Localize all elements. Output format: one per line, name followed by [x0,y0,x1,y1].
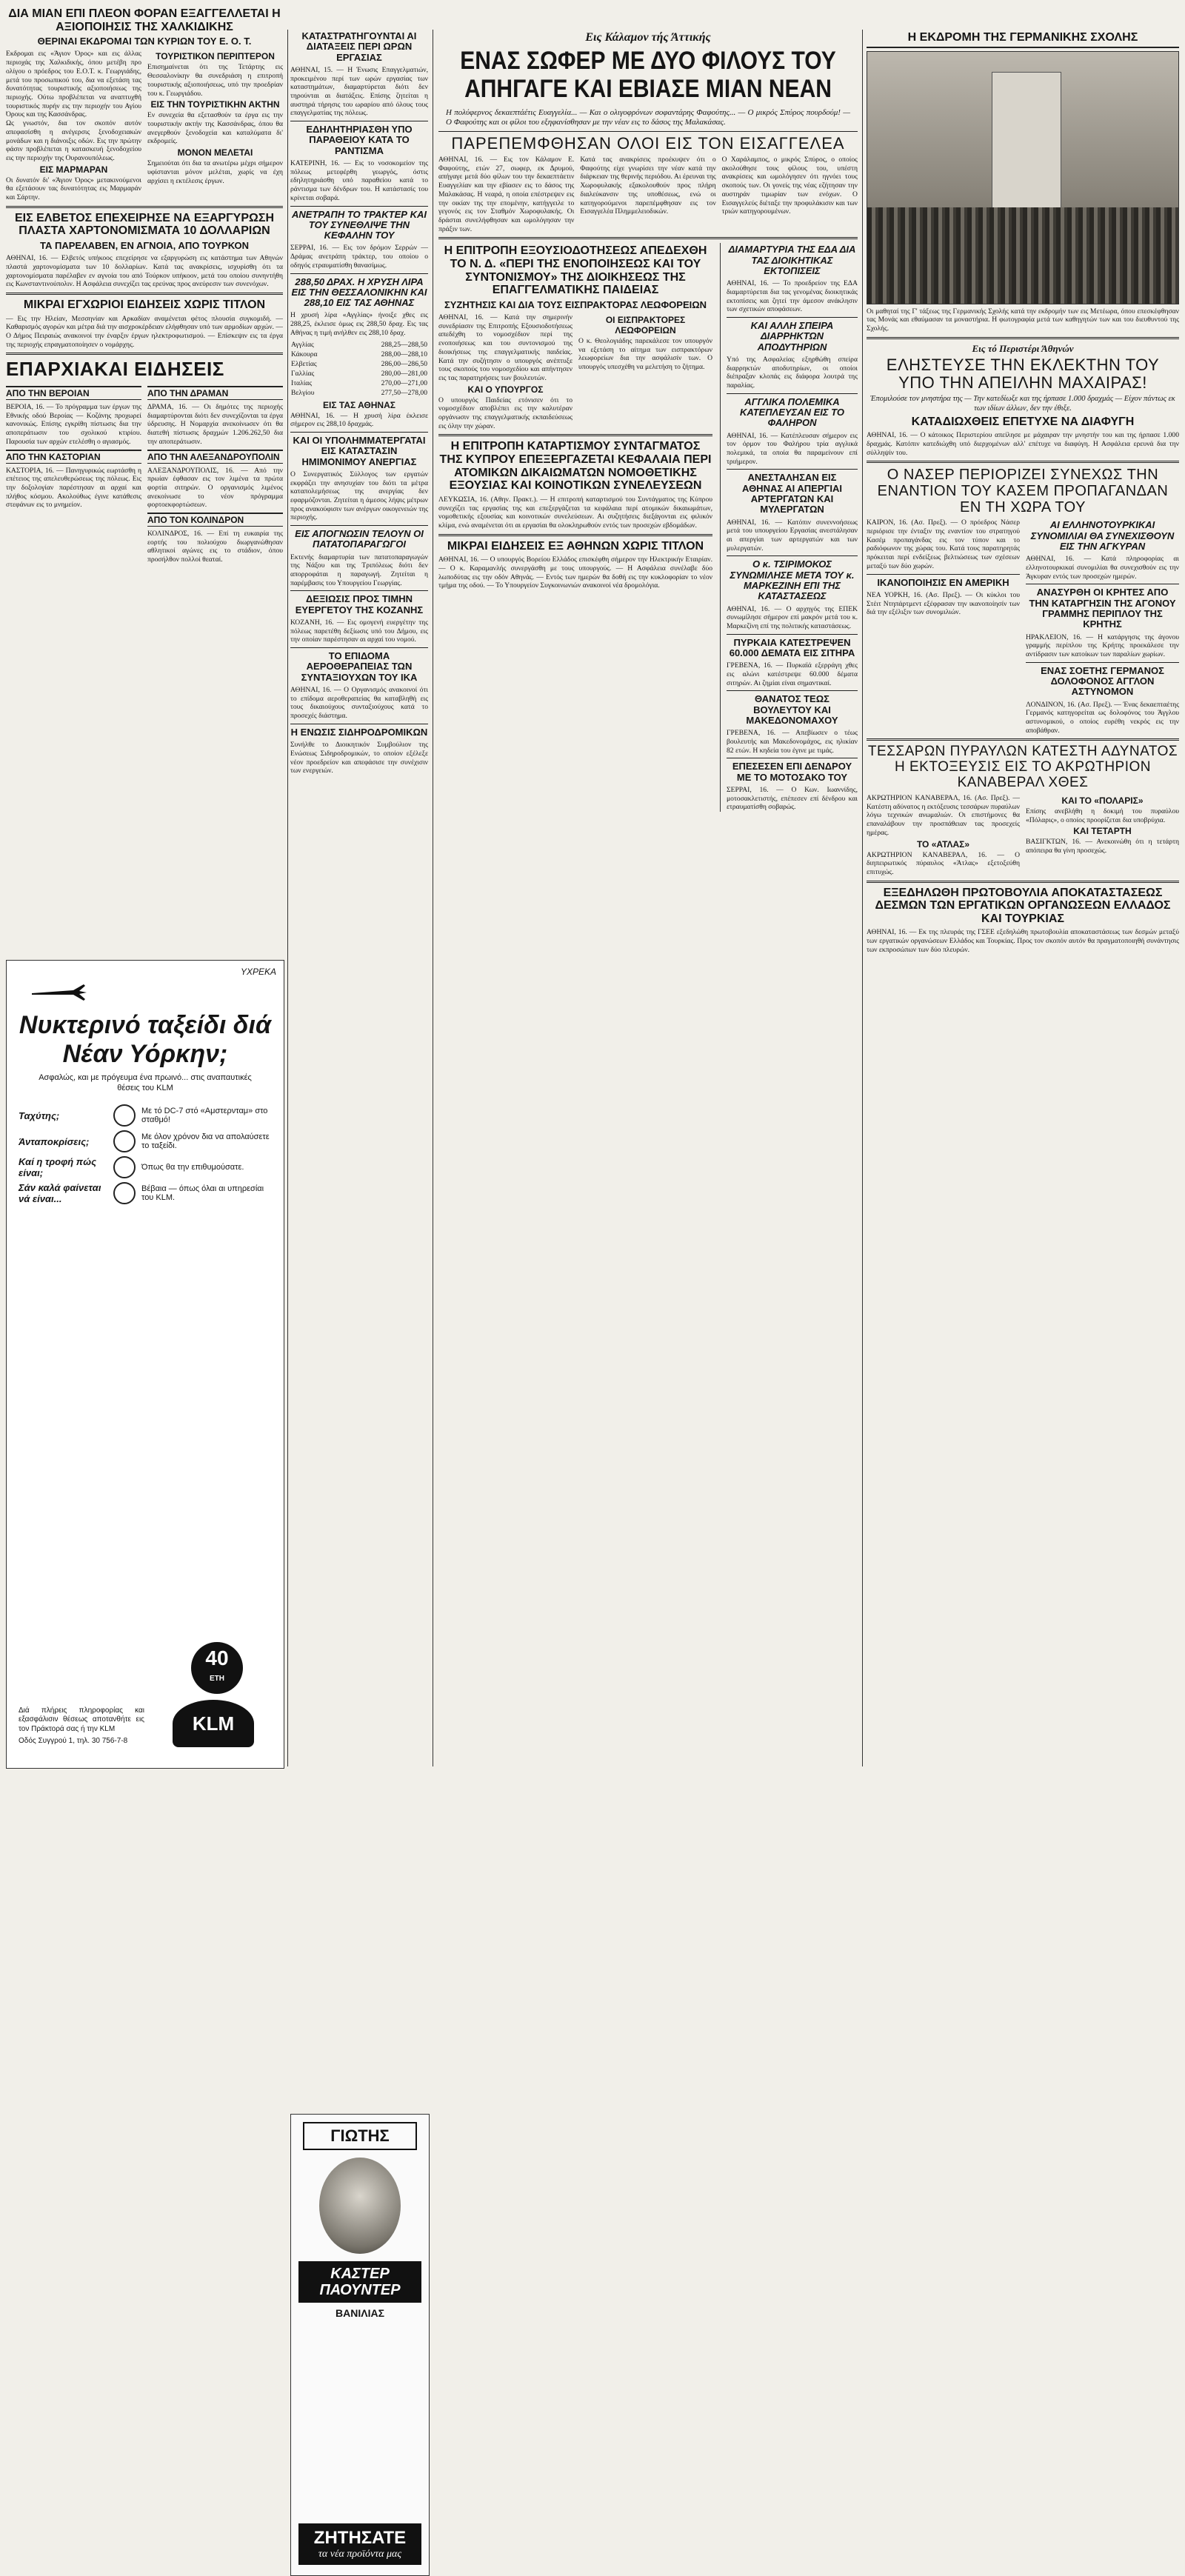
stewardess-face-icon [113,1130,136,1152]
ad-intro: Ασφαλώς, και με πρόγευμα ένα πρωινό... στις αναπαυτικές θέσεις του KLM [39,1073,252,1092]
headline-cyprus-constitution: Η ΕΠΙΤΡΟΠΗ ΚΑΤΑΡΤΙΣΜΟΥ ΣΥΝΤΑΓΜΑΤΟΣ ΤΗΣ ΚΥΠΡΟΥ ΕΠΕΞΕΡΓΑΖΕΤΑΙ ΚΕΦΑΛΑΙΑ ΠΕΡΙ ΑΤΟΜΙΚΩΝ ΔΙΚΑΙΩΜΑΤΩΝ ΝΟΜΟΘΕΤΙΚΗΣ ΕΞΟΥΣΙΑΣ ΚΑΙ ΚΟΙΝΟΤΙΚΩΝ ΣΥΝΕΛΕΥΣΕΩΝ [439,440,712,493]
article-text: Συνήλθε το Διοικητικόν Συμβούλιον της Ενώσεως Σιδηροδρομικών, το οποίον εξέλεξε νέον προεδρείον και απεφάσισε την συνέχισιν των ενεργειών. [290,741,428,775]
gold-rate-name: Ιταλίας [291,378,313,387]
subhead-eot: ΘΕΡΙΝΑΙ ΕΚΔΡΟΜΑΙ ΤΩΝ ΚΥΡΙΩΝ ΤΟΥ Ε. Ο. Τ. [37,36,252,47]
center-section [438,30,858,1766]
article-text: ΑΘΗΝΑΙ, 16. — Εκ της πλευράς της ΓΣΕΕ εξεδηλώθη πρωτοβουλία αποκαταστάσεως των δεσμών μεταξύ των εργατικών οργανώσεων Ελλάδος και Τουρκίας. Προς τον σκοπόν αυτόν θα πραγματοποιηθή συνάντησις των εκπροσώπων των δύο πλευρών. [867,928,1179,954]
gold-rate-value: 288,00—288,10 [381,350,427,358]
anniversary-years: 40 [205,1646,229,1669]
article-text: Επισημαίνεται ότι της Τετάρτης εις Θεσσαλονίκην θα συνεδριάση η επιτροπή τουριστικής αξιοποιήσεως, υπό την προεδρίαν του κ. Γεωργιάδου. [147,63,283,98]
headline-unemployment: ΚΑΙ ΟΙ ΥΠΟΛΗΜΜΑΤΕΡΓΑΤΑΙ ΕΙΣ ΚΑΤΑΣΤΑΣΙΝ ΗΜΙΜΟΝΙΜΟΥ ΑΝΕΡΓΙΑΣ [293,434,426,467]
gold-rate-name: Ελβετίας [291,359,317,368]
main-subheadline: ΠΑΡΕΠΕΜΦΘΗΣΑΝ ΟΛΟΙ ΕΙΣ ΤΟΝ ΕΙΣΑΓΓΕΛΕΑ [451,133,845,153]
subhead: ΤΟΥΡΙΣΤΙΚΟΝ ΠΕΡΙΠΤΕΡΟΝ [156,51,275,62]
subhead: ΕΙΣ ΤΗΝ ΤΟΥΡΙΣΤΙΚΗΝ ΑΚΤΗΝ [150,99,280,110]
article-text: Ο κ. Θεολογιάδης παρεκάλεσε τον υπουργόν να εξετάση το αίτημα των εισπρακτόρων λεωφορείων δια την ασφάλισίν των. Ο υπουργός υπεσχέθη να μελετήση το ζήτημα. [578,337,712,372]
stewardess-face-icon [113,1156,136,1178]
article-text: Ως γνωστόν, δια τον σκοπόν αυτόν απεφασίσθη η ανέγερσις ξενοδοχειακών μονάδων και η διάνοιξις οδών. Εις την πρώτην φάσιν προβλέπεται η κατασκευή ξενοδοχείου εις την περιοχήν της Ουρανουπόλεως. [6,119,141,162]
headline-tractor: ΑΝΕΤΡΑΠΗ ΤΟ ΤΡΑΚΤΕΡ ΚΑΙ ΤΟΥ ΣΥΝΕΘΛΙΨΕ ΤΗΝ ΚΕΦΑΛΗΝ ΤΟΥ [292,208,427,241]
gold-rate-row [290,378,428,388]
headline-provincial-news: ΕΠΑΡΧΙΑΚΑΙ ΕΙΔΗΣΕΙΣ [6,358,224,381]
klm-logo [173,1642,261,1753]
article-text: ΓΡΕΒΕΝΑ, 16. — Πυρκαϊά εξερράγη χθες εις αλώνι κατέστρεψε 60.000 δέματα σιτηρών. Αι ζημίαι είναι σημαντικαί. [727,661,858,687]
ad-answer: Βέβαια — όπως όλαι αι υπηρεσίαι του KLM. [141,1184,264,1202]
ad-question: Σάν καλά φαίνεται νά είναι... [19,1182,101,1204]
klm-crown-logo: KLM [173,1700,254,1747]
column-rule [862,30,863,1766]
article-text: ΑΛΕΞΑΝΔΡΟΥΠΟΛΙΣ, 16. — Από την πρωίαν έφθασαν εις τον λιμένα τα πρώτα φορτία σιτηρών. Ο οργανισμός λιμένος ανεκοίνωσε το νέον πρόγραμμα φορτοεκφορτώσεων. [147,466,283,510]
subhead: ΕΙΣ ΜΑΡΜΑΡΑΝ [39,164,108,175]
article-text: ΑΘΗΝΑΙ, 16. — Κατόπιν συνεννοήσεως μετά του υπουργείου Εργασίας ανεστάλησαν αι απεργίαι των αρτεργατών και των μυλεργατών. [727,518,858,553]
subhead-counterfeit: ΤΑ ΠΑΡΕΛΑΒΕΝ, ΕΝ ΑΓΝΟΙΑ, ΑΠΟ ΤΟΥΡΚΟΝ [39,239,250,251]
section-veroia: ΑΠΟ ΤΗΝ ΒΕΡΟΙΑΝ [6,386,141,400]
article-text: ΚΟΛΙΝΔΡΟΣ, 16. — Επί τη ευκαιρία της εορτής του πολιούχου διωργανώθησαν αθλητικοί αγώνες εις το στάδιον, όπου προσήλθον πολλοί θεαταί. [147,530,283,564]
left-column [6,6,283,880]
article-text: ΑΘΗΝΑΙ, 16. — Κατέπλευσαν σήμερον εις τον όρμον του Φαλήρου τρία αγγλικά πολεμικά, τα οποία θα παραμείνουν επί τριήμερον. [727,431,858,466]
article-text: Ο υπουργός Παιδείας ετόνισεν ότι το νομοσχέδιον αποβλέπει εις την καλυτέραν οργάνωσιν της επαγγελματικής εκπαιδεύσεως εις όλην την χώραν. [438,396,573,430]
headline-chalkidiki: ΔΙΑ ΜΙΑΝ ΕΠΙ ΠΛΕΟΝ ΦΟΡΑΝ ΕΞΑΓΓΕΛΛΕΤΑΙ Η ΑΞΙΟΠΟΙΗΣΙΣ ΤΗΣ ΧΑΛΚΙΔΙΚΗΣ [8,7,281,33]
headline-german-school-trip: Η ΕΚΔΡΟΜΗ ΤΗΣ ΓΕΡΜΑΝΙΚΗΣ ΣΧΟΛΗΣ [867,31,1179,48]
article-text: Οι δυνατόν δι' «Άγιον Όρος» μετακινούμενοι θα εξετάσουν τας δυνατότητας εις Μαρμαράν και Σάρτην. [6,176,141,202]
gold-rate-name: Κάκουρα [291,350,318,358]
headline-gold-sovereign: 288,50 ΔΡΑΧ. Η ΧΡΥΣΗ ΛΙΡΑ ΕΙΣ ΤΗΝ ΘΕΣΣΑΛΟΝΙΚΗΝ ΚΑΙ 288,10 ΕΙΣ ΤΑΣ ΑΘΗΝΑΣ [291,276,427,309]
headline-working-hours: ΚΑΤΑΣΤΡΑΤΗΓΟΥΝΤΑΙ ΑΙ ΔΙΑΤΑΞΕΙΣ ΠΕΡΙ ΩΡΩΝ ΕΡΓΑΣΙΑΣ [301,30,417,63]
article-text: ΛΕΥΚΩΣΙΑ, 16. (Αθην. Πρακτ.). — Η επιτροπή καταρτισμού του Συντάγματος της Κύπρου συνεχίζει τας εργασίας της και επεξεργάζεται τα κεφάλαια περί ατομικών δικαιωμάτων, νομοθετικής εξουσίας και κοινοτικών συνελεύσεων. Αι συζητήσεις διεξάγονται εις φιλικόν κλίμα, ενώ αναμένεται ότι αι εργασίαι θα ολοκληρωθούν εντός των προσεχών εβδομάδων. [438,495,712,530]
article-text: ΑΚΡΩΤΗΡΙΟΝ ΚΑΝΑΒΕΡΑΛ, 16. (Ασ. Πρεξ). — Κατέστη αδύνατος η εκτόξευσις τεσσάρων πυραύλων λόγω τεχνικών ανωμαλιών. Οι επιστήμονες θα επαναλάβουν την προσπάθειαν τας προσεχείς ημέρας. [867,794,1020,837]
stewardess-face-icon [113,1104,136,1127]
headline-vocational-education: Η ΕΠΙΤΡΟΠΗ ΕΞΟΥΣΙΟΔΟΤΗΣΕΩΣ ΑΠΕΔΕΧΘΗ ΤΟ Ν. Δ. «ΠΕΡΙ ΤΗΣ ΕΝΟΠΟΙΗΣΕΩΣ ΚΑΙ ΤΟΥ ΣΥΝΤΟΝΙΣΜΟΥ» ΤΗΣ ΔΙΟΙΚΗΣΕΩΣ ΤΗΣ ΕΠΑΓΓΕΛΜΑΤΙΚΗΣ ΠΑΙΔΕΙΑΣ [444,244,707,297]
headline-greek-turkish-talks: ΑΙ ΕΛΛΗΝΟΤΟΥΡΚΙΚΑΙ ΣΥΝΟΜΙΛΙΑΙ ΘΑ ΣΥΝΕΧΙΣΘΟΥΝ ΕΙΣ ΤΗΝ ΑΓΚΥΡΑΝ [1030,519,1175,552]
headline-railway-union: Η ΕΝΩΣΙΣ ΣΙΔΗΡΟΔΡΟΜΙΚΩΝ [290,726,428,738]
subhead: ΟΙ ΕΙΣΠΡΑΚΤΟΡΕΣ ΛΕΩΦΟΡΕΙΩΝ [605,315,686,336]
child-portrait-image [319,2158,401,2254]
german-school-photo [867,51,1179,304]
section-alexandroupolis: ΑΠΟ ΤΗΝ ΑΛΕΞΑΝΔΡΟΥΠΟΛΙΝ [147,450,283,464]
article-text: ΚΟΖΑΝΗ, 16. — Εις ομογενή ευεργέτην της πόλεως παρετέθη δεξίωσις υπό του Δήμου, εις την οποίαν παρέστησαν αι αρχαί του νομού. [290,618,428,644]
article-text: ΑΘΗΝΑΙ, 16. — Η χρυσή λίρα έκλεισε σήμερον εις 288,10 δραχμάς. [290,411,428,429]
gold-rate-value: 288,25—288,50 [381,340,427,349]
subhead: ΚΑΙ ΤΟ «ΠΟΛΑΡΙΣ» [1061,795,1144,807]
article-text: Εκδρομαι εις «Άγιον Όρος» και εις άλλας περιοχάς της Χαλκιδικής, όπου μετέβη προ ολίγου ο πρόεδρος του Ε.Ο.Τ. κ. Γεωργιάδης, μετά του προσωπικού του, δια να εξετάση τας δυνατότητας τουριστικής αξιοποιήσεως της περιοχής. Ούτω προβλέπεται να αναπτυχθή τουριστικός πυρήν εις την περιοχήν του Αγίου Όρους και της Κασσάνδρας. [6,50,141,119]
gold-rate-row [290,340,428,350]
gold-rate-name: Γαλλίας [291,369,315,378]
headline-fire-bales: ΠΥΡΚΑΙΑ ΚΑΤΕΣΤΡΕΨΕΝ 60.000 ΔΕΜΑΤΑ ΕΙΣ ΣΙΤΗΡΑ [729,636,855,659]
gold-rate-row [290,388,428,398]
article-text: ΑΘΗΝΑΙ, 16. — Εις τον Κάλαμον Ε. Φαφούτης, ετών 27, σωφερ, εκ Δρυμού, απήγαγε μετά δύο φίλων του την δεκαεπτάετιν Ευαγγελίαν και την εβίασεν εις το δάσος της Μαλακάσας. Η νεαρά, η οποία επέστρεψεν εις την οικίαν της την επομένην, κατήγγειλε το γεγονός εις τον Σταθμόν Χωροφυλακής. Οι δράσται συνελήφθησαν και ωμολόγησαν την πράξιν των. [438,156,575,233]
article-text: ΑΘΗΝΑΙ, 16. — Κατά πληροφορίας αι ελληνοτουρκικαί συνομιλίαι θα συνεχισθούν εις την Άγκυραν εντός των προσεχών ημερών. [1026,555,1179,581]
second-column [290,30,428,1296]
headline-crete-ferry: ΑΝΑΣΥΡΘΗ ΟΙ ΚΡΗΤΕΣ ΑΠΟ ΤΗΝ ΚΑΤΑΡΓΗΣΙΝ ΤΗΣ ΑΓΟΝΟΥ ΓΡΑΜΜΗΣ ΠΕΡΙΠΛΟΥ ΤΗΣ ΚΡΗΤΗΣ [1029,587,1176,630]
gold-rate-name: Αγγλίας [291,340,314,349]
ad-question-row [19,1104,272,1127]
headline-cape-canaveral: ΤΕΣΣΑΡΩΝ ΠΥΡΑΥΛΩΝ ΚΑΤΕΣΤΗ ΑΔΥΝΑΤΟΣ Η ΕΚΤΟΞΕΥΣΙΣ ΕΙΣ ΤΟ ΑΚΡΩΤΗΡΙΟΝ ΚΑΝΑΒΕΡΑΛ ΧΘΕΣ [867,744,1178,791]
article-text: Ο Χαράλαμπος, ο μικρός Σπύρος, ο οποίος ακολούθησε τους φίλους του, υπέστη ανακρίσεις και ωμολόγησεν ότι ηγνόει τους σκοπούς των. Οι γονείς της νέας εζήτησαν την αυστηράν τιμωρίαν των ενόχων. Ο Εισαγγελεύς διέταξε την προφυλάκισιν και των τριών κατηγορουμένων. [721,156,858,216]
ad-question: Άνταποκρίσεις; [19,1135,90,1147]
gold-rate-name: Βελγίου [291,388,315,397]
article-text: ΑΘΗΝΑΙ, 16. — Ο Οργανισμός ανακοινοί ότι το επίδομα αεροθεραπείας θα καταβληθή εις τους δικαιούχους συνταξιούχους κατά το προσεχές διάστημα. [290,686,428,721]
article-text: Κατά τας ανακρίσεις προέκυψεν ότι ο Φαφούτης είχε γνωρίσει την νέαν κατά την διάρκειαν της θερινής περιόδου. Αι έρευναι της Χωροφυλακής εξακολουθούν προς πλήρη διαλεύκανσιν της υποθέσεως, ενώ οι κατηγορούμενοι παρεπέμφθησαν εις τον Εισαγγελέα Πλημμελειοδικών. [580,156,716,216]
article-text: Η χρυσή λίρα «Αγγλίας» ήνοιξε χθες εις 288,25, έκλεισε όμως εις 288,50 δραχ. Εις τας Αθήνας η τιμή ανήλθεν εις 288,10 δραχ. [290,311,428,337]
article-text: — Εις την Ηλείαν, Μεσσηνίαν και Αρκαδίαν αναμένεται φέτος πλουσία συγκομιδή. — Καθαρισμός αγορών και μέτρα διά την αισχροκέρδειαν ελήφθησαν υπό των αρμοδίων αρχών. — Ο Δήμος Πειραιώς ανακοινοί την έναρξιν έργων ηλεκτροφωτισμού. — Επίσκεψιν εις τα έργα της περιοχής επραγματοποίησεν ο νομάρχης. [6,314,283,349]
gold-rate-value: 270,00—271,00 [381,378,427,387]
stewardess-face-icon [113,1182,136,1204]
article-text: ΛΟΝΔΙΝΟΝ, 16. (Ασ. Πρεξ). — Ένας δεκαεπταέτης Γερμανός κατηγορείται ως δολοφόνος του Άγγλου αστυνομικού, ο οποίος ευρέθη νεκρός εις την αποβάθραν. [1026,700,1179,735]
ad-answer: Με όλον χρόνον δια να απολαύσετε το ταξείδι. [141,1132,270,1150]
headline-kozani-benefactor: ΔΕΞΙΩΣΙΣ ΠΡΟΣ ΤΙΜΗΝ ΕΥΕΡΓΕΤΟΥ ΤΗΣ ΚΟΖΑΝΗΣ [295,593,424,615]
ad-question-row [19,1182,272,1204]
custard-powder-advertisement [290,2114,430,2576]
ad-question: Ταχύτης; [19,1110,60,1121]
gold-rate-row [290,359,428,369]
article-text: ΔΡΑΜΑ, 16. — Οι δημότες της περιοχής διαμαρτύρονται διότι δεν συνεχίζονται τα έργα ύδρευσης. Η Νομαρχία ανεκοίνωσεν ότι θα διατεθή πίστωσις δραχμών 1.206.262,50 δια την αποπεράτωσιν. [147,403,283,446]
article-text: Υπό της Ασφαλείας εξηρθώθη σπείρα διαρρηκτών αποδυτηρίων, οι οποίοι διέπραξαν κλοπάς εις διάφορα λουτρά της παραλίας. [727,355,858,390]
article-text: ΚΑΣΤΟΡΙΑ, 16. — Πανηγυρικώς εωρτάσθη η επέτειος της απελευθερώσεως της πόλεως. Εις την δοξολογίαν παρέστησαν αι αρχαί και πλήθος κόσμου. Ακολούθως έγινε κατάθεσις στεφάνων εις το μνημείον. [6,466,141,510]
article-text: ΚΑΤΕΡΙΝΗ, 16. — Εις το νοσοκομείον της πόλεως μετεφέρθη γεωργός, όστις εδηλητηριάσθη υπό παραθείου κατά το ράντισμα των δένδρων του. Η κατάστασίς του κρίνεται σοβαρά. [290,159,428,202]
headline-burglar-ring: ΚΑΙ ΑΛΛΗ ΣΠΕΙΡΑ ΔΙΑΡΡΗΚΤΩΝ ΑΠΟΔΥΤΗΡΙΩΝ [750,320,834,353]
section-kolindros: ΑΠΟ ΤΟΝ ΚΟΛΙΝΔΡΟΝ [147,513,283,527]
subhead: ΕΙΣ ΤΑΣ ΑΘΗΝΑΣ [323,399,395,410]
klm-advertisement [6,960,284,1769]
photo-caption: Οι μαθηταί της Γ' τάξεως της Γερμανικής Σχολής κατά την εκδρομήν των εις Μετέωρα, όπου επεσκέφθησαν τας Μονάς και εθαύμασαν τα μοναστήρια. Η φωτογραφία μετά των καθηγητών των και του διευθυντού της Σχολής. [867,307,1179,333]
article-text: ΑΘΗΝΑΙ, 16. — Ελβετός υπήκοος επεχείρησε να εξαργυρώση εις κατάστημα των Αθηνών πλαστά χαρτονομίσματα των 10 δολλαρίων. Κατά τας ανακρίσεις, ισχυρίσθη ότι τα χαρτονομίσματα παρέλαβεν εν αγνοία του από Τούρκον υπήκοον, μετά του οποίου συνηντήθη εις Κωνσταντινούπολιν. Η Ασφάλεια συνεχίζει τας ερεύνας προς ανεύρεσιν των συνενόχων. [6,254,283,289]
article-text: ΑΘΗΝΑΙ, 16. — Ο υπουργός Βορείου Ελλάδος επισκέφθη σήμερον την Ηλεκτρικήν Εταιρίαν. — Ο κ. Καραμανλής συνεργάσθη με τους υπουργούς. — Η Ασφάλεια συνέλαβε δύο λωποδύτας εις την οδόν Αθηνάς. — Εντός των ημερών θα δοθή εις την κυκλοφορίαν το νέον τμήμα της οδού. — Το Υπουργείον Συγκοινωνιών ανακοινοί νέα δρομολόγια. [438,555,712,590]
article-text: ΚΑΙΡΟΝ, 16. (Ασ. Πρεξ). — Ο πρόεδρος Νάσερ περιόρισε την ένταξιν της εναντίον του στρατηγού Κασέμ προπαγάνδας εις τον τύπον και το ραδιόφωνον της χώρας του. Κατά τους παρατηρητάς πρόκειται περί ενδείξεως βελτιώσεως των σχέσεων μεταξύ των δύο χωρών. [867,518,1020,570]
article-text: Επίσης ανεβλήθη η δοκιμή του πυραύλου «Πόλαρις», ο οποίος προορίζεται δια υποβρύχια. [1026,807,1179,824]
subhead: ΚΑΙ ΤΕΤΑΡΤΗ [1073,826,1132,837]
ad-answer: Με τό DC-7 στό «Αμστερνταμ» στο σταθμό! [141,1107,268,1124]
ad-footer: Διά πλήρεις πληροφορίας και εξασφάλισιν θέσεως αποτανθήτε εις τον Πράκτορά σας ή την KLM [19,1706,144,1733]
article-text: ΝΕΑ ΥΟΡΚΗ, 16. (Ασ. Πρεξ). — Οι κύκλοι του Στέιτ Ντηπάρτμεντ εξέφρασαν την ικανοποίησίν των διά την εξέλιξιν των συνομιλιών. [867,590,1020,617]
subhead: ΚΑΙ Ο ΥΠΟΥΡΓΟΣ [467,384,544,395]
headline-ika-allowance: ΤΟ ΕΠΙΔΟΜΑ ΑΕΡΟΘΕΡΑΠΕΙΑΣ ΤΩΝ ΣΥΝΤΑΞΙΟΥΧΩΝ ΤΟΥ ΙΚΑ [301,650,418,683]
headline-strikes-suspended: ΑΝΕΣΤΑΛΗΣΑΝ ΕΙΣ ΑΘΗΝΑΣ ΑΙ ΑΠΕΡΓΙΑΙ ΑΡΤΕΡΓΑΤΩΝ ΚΑΙ ΜΥΛΕΡΓΑΤΩΝ [742,472,842,515]
brand-logo: ΓΙΩΤΗΣ [303,2122,417,2150]
headline-german-murderer: ΕΝΑΣ ΣΟΕΤΗΣ ΓΕΡΜΑΝΟΣ ΔΟΛΟΦΟΝΟΣ ΑΓΓΛΟΝ ΑΣΤΥΝΟΜΟΝ [1041,664,1164,698]
headline-british-warships: ΑΓΓΛΙΚΑ ΠΟΛΕΜΙΚΑ ΚΑΤΕΠΛΕΥΣΑΝ ΕΙΣ ΤΟ ΦΑΛΗΡΟΝ [740,396,844,429]
article-text: Ο Συνεργατικός Σύλλογος των εργατών εκφράζει την ανησυχίαν του διότι τα μέτρα καταπολεμήσεως της ανεργίας δεν εφαρμόζονται. Ζητείται η άμεσος λήψις μέτρων προς ανακούφισιν των ανέργων οικογενειών της περιοχής. [290,470,428,522]
subhead-bus-conductors: ΣΥΖΗΤΗΣΙΣ ΚΑΙ ΔΙΑ ΤΟΥΣ ΕΙΣΠΡΑΚΤΟΡΑΣ ΛΕΩΦΟΡΕΙΩΝ [444,298,707,310]
main-kicker: Εις Κάλαμον τής Άττικής [585,31,711,44]
headline-tsirimokos-markezinis: Ο κ. ΤΣΙΡΙΜΟΚΟΣ ΣΥΝΩΜΙΛΗΣΕ ΜΕΤΑ ΤΟΥ κ. ΜΑΡΚΕΖΙΝΗ ΕΠΙ ΤΗΣ ΚΑΤΑΣΤΑΣΕΩΣ [730,558,855,602]
section-kastoria: ΑΠΟ ΤΗΝ ΚΑΣΤΟΡΙΑΝ [6,450,141,464]
ad-answer: Όπως θα την επιθυμούσατε. [141,1163,244,1172]
ad-question: Καί η τροφή πώς είναι; [19,1156,97,1178]
article-text: Εκτενής διαμαρτυρία των πατατοπαραγωγών της Νάξου και της Τριπόλεως διότι δεν απορροφάται η παραγωγή. Ζητείται η παρέμβασις του Υπουργείου Γεωργίας. [290,553,428,587]
article-text: ΓΡΕΒΕΝΑ, 16. — Απεβίωσεν ο τέως βουλευτής και Μακεδονομάχος, εις ηλικίαν 82 ετών. Η κηδεία του έγινε με τιμάς. [727,729,858,755]
ad-tagline: τα νέα προϊόντα μας [318,2549,402,2560]
airplane-icon [29,977,284,1007]
right-column [867,30,1179,1766]
headline-mp-death: ΘΑΝΑΤΟΣ ΤΕΩΣ ΒΟΥΛΕΥΤΟΥ ΚΑΙ ΜΑΚΕΔΟΝΟΜΑΧΟΥ [746,693,838,727]
subhead: ΤΟ «ΑΤΛΑΣ» [916,838,970,850]
gold-rate-value: 286,00—286,50 [381,359,427,368]
headline-nasser-kassem: Ο ΝΑΣΕΡ ΠΕΡΙΟΡΙΖΕΙ ΣΥΝΕΧΩΣ ΤΗΝ ΕΝΑΝΤΙΟΝ ΤΟΥ ΚΑΣΕΜ ΠΡΟΠΑΓΑΝΔΑΝ ΕΝ ΤΗ ΧΩΡΑ ΤΟΥ [877,467,1169,516]
product-name: ΚΑΣΤΕΡ ΠΑΟΥΝΤΕΡ [298,2261,421,2303]
gold-rate-row [290,369,428,378]
headline-athens-brief-news: ΜΙΚΡΑΙ ΕΙΔΗΣΕΙΣ ΕΞ ΑΘΗΝΩΝ ΧΩΡΙΣ ΤΙΤΛΟΝ [447,539,704,553]
headline-eda-protest: ΔΙΑΜΑΡΤΥΡΙΑ ΤΗΣ ΕΔΑ ΔΙΑ ΤΑΣ ΔΙΟΙΚΗΤΙΚΑΣ ΕΚΤΟΠΙΣΕΙΣ [728,244,856,276]
headline-potato-growers: ΕΙΣ ΑΠΟΓΝΩΣΙΝ ΤΕΛΟΥΝ ΟΙ ΠΑΤΑΤΟΠΑΡΑΓΩΓΟΙ [295,528,424,550]
headline-motorcycle-crash: ΕΠΕΣΕΣΕΝ ΕΠΙ ΔΕΝΔΡΟΥ ΜΕ ΤΟ ΜΟΤΟΣΑΚΟ ΤΟΥ [732,761,852,783]
main-headline: ΕΝΑΣ ΣΩΦΕΡ ΜΕ ΔΥΟ ΦΙΛΟΥΣ ΤΟΥ ΑΠΗΓΑΓΕ ΚΑΙ ΕΒΙΑΣΕ ΜΙΑΝ ΝΕΑΝ [460,47,836,103]
product-flavor: ΒΑΝΙΛΙΑΣ [336,2307,384,2319]
article-text: ΑΚΡΩΤΗΡΙΟΝ ΚΑΝΑΒΕΡΑΛ, 16. — Ο διηπειρωτικός πύραυλος «Άτλας» εξετοξεύθη επιτυχώς. [867,850,1020,876]
ad-corner-mark: ΥΧΡΕΚΑ [240,967,276,977]
article-summary: Έπομιλούσε τον μνηστήρα της — Την κατεδίωξε και της ήρπασε 1.000 δραχμάς — Είχον πάντως εκ των ιδίων άλλων, δεν την έθιξε. [870,395,1175,413]
article-text: ΣΕΡΡΑΙ, 16. — Ο Κων. Ιωαννίδης, μοτοσακλετιστής, επέπεσεν επί δένδρου και ετραυματίσθη σοβαρώς. [727,786,858,812]
headline-labour-ties: ΕΞΕΔΗΛΩΘΗ ΠΡΩΤΟΒΟΥΛΙΑ ΑΠΟΚΑΤΑΣΤΑΣΕΩΣ ΔΕΣΜΩΝ ΤΩΝ ΕΡΓΑΤΙΚΩΝ ΟΡΓΑΝΩΣΕΩΝ ΕΛΛΑΔΟΣ ΚΑΙ ΤΟΥΡΚΙΑΣ [875,886,1171,925]
kicker-peristeri: Εις τό Περιστέρι Άθηνών [972,342,1074,354]
article-text: ΗΡΑΚΛΕΙΟΝ, 16. — Η κατάργησις της άγονου γραμμής περίπλου της Κρήτης προεκάλεσε την αντίδρασιν των κατοίκων των παραλίων χωρίων. [1026,633,1179,658]
column-rule [287,30,288,1766]
article-text: ΒΑΣΙΓΚΤΩΝ, 16. — Ανεκοινώθη ότι η τετάρτη απόπειρα θα γίνη προσεχώς. [1026,838,1179,855]
article-text: Εν συνεχεία θα εξετασθούν τα έργα εις την τουριστικήν ακτήν της Κασσάνδρας, όπου θα ανεγερθούν ξενοδοχεία και καταλύματα δι' εκδρομείς. [147,111,283,146]
subhead: ΜΟΝΟΝ ΜΕΛΕΤΑΙ [177,147,253,159]
gold-rates-table [290,340,428,398]
call-to-action: ΖΗΤΗΣΑΤΕ [313,2528,407,2548]
ad-question-row [19,1130,272,1152]
article-text: ΑΘΗΝΑΙ, 16. — Ο κάτοικος Περιστερίου απείλησε με μάχαιραν την μνηστήν του και της ήρπασε 1.000 δραχμάς. Κατόπιν κατεδιώχθη υπό διερχομένων αλλ' επέτυχε να διαφύγη. Η Ασφάλεια ερευνά δια την σύλληψίν του. [867,431,1179,457]
headline-counterfeit: ΕΙΣ ΕΛΒΕΤΟΣ ΕΠΕΧΕΙΡΗΣΕ ΝΑ ΕΞΑΡΓΥΡΩΣΗ ΠΛΑΣΤΑ ΧΑΡΤΟΝΟΜΙΣΜΑΤΑ 10 ΔΟΛΛΑΡΙΩΝ [14,211,275,238]
article-text: ΑΘΗΝΑΙ, 16. — Κατά την σημερινήν συνεδρίασιν της Επιτροπής Εξουσιοδοτήσεως απεδέχθη το νομοσχέδιον περί της ενοποιήσεως και του συντονισμού της διοικήσεως της επαγγελματικής παιδείας. Κατά την συζήτησιν ο υπουργός ανέπτυξε τους σκοπούς του νομοσχεδίου και απήντησεν εις τας παρατηρήσεις των βουλευτών. [438,313,573,382]
article-text: ΑΘΗΝΑΙ, 16. — Το προεδρείον της ΕΔΑ διαμαρτύρεται δια τας γενομένας διοικητικάς εκτοπίσεις και ζητεί την άμεσον ανάκλησιν των σχετικών αποφάσεων. [727,279,858,314]
headline-robbed-fiancee: ΕΛΗΣΤΕΥΣΕ ΤΗΝ ΕΚΛΕΚΤΗΝ ΤΟΥ ΥΠΟ ΤΗΝ ΑΠΕΙΛΗΝ ΜΑΧΑΙΡΑΣ! [886,355,1160,392]
article-text: ΣΕΡΡΑΙ, 16. — Εις τον δρόμον Σερρών — Δράμας ανετράπη τράκτερ, του οποίου ο οδηγός ετραυματίσθη θανασίμως. [290,244,428,270]
subhead-escaped: ΚΑΤΑΔΙΩΧΘΕΙΣ ΕΠΕΤΥΧΕ ΝΑ ΔΙΑΦΥΓΗ [911,415,1135,428]
headline-local-news: ΜΙΚΡΑΙ ΕΓΧΩΡΙΟΙ ΕΙΔΗΣΕΙΣ ΧΩΡΙΣ ΤΙΤΛΟΝ [23,298,266,312]
gold-rate-row [290,350,428,359]
ad-address: Οδός Συγγρού 1, τηλ. 30 756-7-8 [19,1736,128,1745]
article-text: ΒΕΡΟΙΑ, 16. — Το πρόγραμμα των έργων της Εθνικής οδού Βεροίας — Κοζάνης προχωρεί κανονικώς. Επίσης εγκρίθη πίστωσις δια την αποπεράτωσιν του σχολικού κτιρίου. Παρουσία των αρχών ετελέσθη ο αγιασμός. [6,403,141,446]
anniversary-label: ΕΤΗ [210,1675,224,1683]
headline-poisoned: ΕΔΗΛΗΤΗΡΙΑΣΘΗ ΥΠΟ ΠΑΡΑΘΕΙΟΥ ΚΑΤΑ ΤΟ ΡΑΝΤΙΣΜΑ [306,124,413,156]
article-text: ΑΘΗΝΑΙ, 16. — Ο αρχηγός της ΕΠΕΚ συνωμίλησε σήμερον επί μακρόν μετά του κ. Μαρκεζίνη επί της πολιτικής καταστάσεως. [727,604,858,631]
gold-rate-value: 277,50—278,00 [381,388,427,397]
article-text: Σημειούται ότι δια τα ανωτέρω μέχρι σήμερον υφίστανται μόνον μελέται, χωρίς να έχη αρχίσει η εκτέλεσις έργων. [147,159,283,185]
gold-rate-value: 280,00—281,00 [381,369,427,378]
article-text: ΑΘΗΝΑΙ, 15. — Η Ένωσις Επαγγελματιών, προκειμένου περί των ωρών εργασίας των καταστημάτων, διαμαρτύρεται διότι δεν τηρούνται αι διατάξεις. Επίσης ζητείται η αυστηρά τήρησις του ωραρίου από όλους τους επαγγελματίας της πόλεως. [290,65,428,118]
section-drama: ΑΠΟ ΤΗΝ ΔΡΑΜΑΝ [147,386,283,400]
ad-title: Νυκτερινό ταξείδι διά Νέαν Υόρκην; [19,1011,272,1069]
main-summary: Η πολύφερνος δεκαεπτάέτις Ευαγγελία... — Και ο ολιγοφρόνων σοφαντάρης Φαφούτης... — Ο μικρός Σπύρος πουρδούμ! — Ο Φαφούτης και οι φίλοι του εξηφανίσθησαν με την νέαν εις το δάσος της Μαλακάσας. [446,108,850,127]
headline-ikanopoiisis: ΙΚΑΝΟΠΟΙΗΣΙΣ ΕΝ ΑΜΕΡΙΚΗ [877,576,1009,588]
ad-question-row [19,1156,272,1178]
